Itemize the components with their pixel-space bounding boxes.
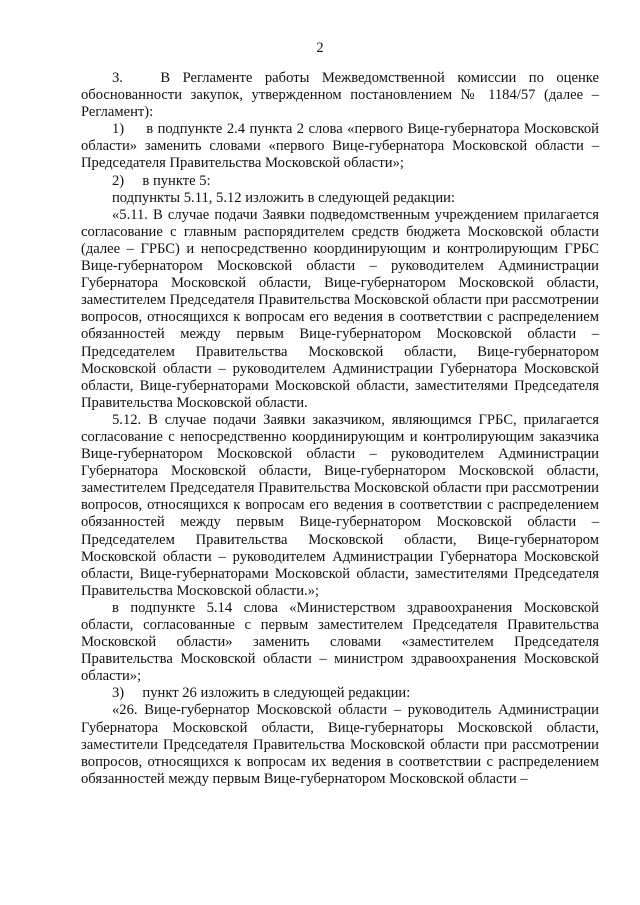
document-body (81, 70, 599, 788)
paragraph-clause-26: «26. Вице-губернатор Московской области – руководитель Администрации Губернатора Московской области, Вице-губернаторы Московской области, заместители Председателя Правительства Московской области при рассмотрении вопросов, относящихся к вопросам их ведения в соответствии с распределением обязанностей между первым Вице-губернатором Московской области – (81, 702, 599, 787)
paragraph-subitem-2: 2) в пункте 5: (112, 172, 211, 189)
paragraph-subitem-1: 1) в подпункте 2.4 пункта 2 слова «первого Вице-губернатора Московской области» заменить словами «первого Вице-губернатора Московской области – Председателя Правительства Московской области»; (81, 121, 599, 172)
paragraph-clause-5-14: в подпункте 5.14 слова «Министерством здравоохранения Московской области, согласованные с первым заместителем Председателя Правительства Московской области» заменить словами «заместителем Председателя Правительства Московской области – министром здравоохранения Московской области»; (81, 599, 599, 685)
paragraph-item-3: 3. В Регламенте работы Межведомственной комиссии по оценке обоснованности закупок, утвержденном постановлением № 1184/57 (далее – Регламент): (81, 70, 599, 121)
page-number: 2 (316, 40, 324, 56)
paragraph-subitem-3: 3) пункт 26 изложить в следующей редакции: (112, 685, 411, 702)
paragraph-subpoints-intro: подпункты 5.11, 5.12 изложить в следующей редакции: (112, 189, 456, 206)
paragraph-clause-5-11: «5.11. В случае подачи Заявки подведомственным учреждением прилагается согласование с главным распорядителем средств бюджета Московской области (далее – ГРБС) и непосредственно координирующим и контролирующим ГРБС Вице-губернатором Московской области – руководителем Администрации Губернатора Московской области, Вице-губернатором Московской области, заместителем Председателя Правительства Московской области при рассмотрении вопросов, относящихся к вопросам его ведения в соответствии с распределением обязанностей между первым Вице-губернатором Московской области – Председателем Правительства Московской области, Вице-губернатором Московской области – руководителем Администрации Губернатора Московской области, Вице-губернаторами Московской области, заместителями Председателя Правительства Московской области. (81, 206, 599, 411)
paragraph-clause-5-12: 5.12. В случае подачи Заявки заказчиком, являющимся ГРБС, прилагается согласование с непосредственно координирующим и контролирующим заказчика Вице-губернатором Московской области – руководителем Администрации Губернатора Московской области, Вице-губернатором Московской области, заместителем Председателя Правительства Московской области при рассмотрении вопросов, относящихся к вопросам его ведения в соответствии с распределением обязанностей между первым Вице-губернатором Московской области – Председателем Правительства Московской области, Вице-губернатором Московской области – руководителем Администрации Губернатора Московской области, Вице-губернаторами Московской области, заместителями Председателя Правительства Московской области.»; (81, 411, 599, 599)
